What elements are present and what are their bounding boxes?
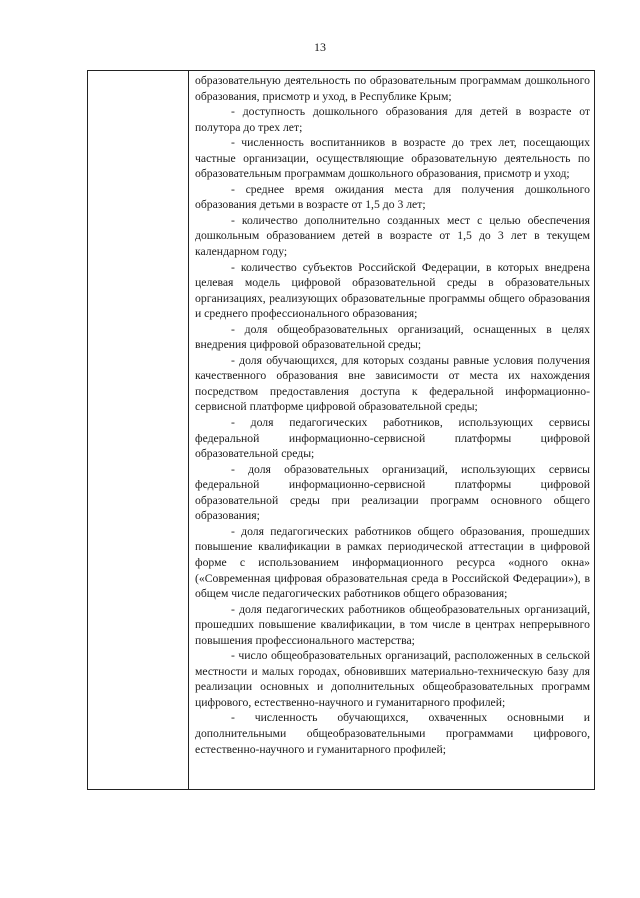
indicators-table (87, 70, 595, 790)
paragraph-students-covered: - численность обучающихся, охваченных основными и дополнительными общеобразовательными программами цифрового, естественно-научного и гуманитарного профилей; (195, 711, 590, 756)
paragraph-teachers-qualification-centers: - доля педагогических работников общеобразовательных организаций, прошедших повышение квалификации, в том числе в центрах непрерывного повышения профессионального мастерства; (195, 602, 590, 647)
paragraph-students-equal-conditions: - доля обучающихся, для которых созданы равные условия получения качественного образования вне зависимости от места их нахождения посредством предоставления доступа к федеральной информационно-сервисной платформе цифровой образовательной среды; (195, 353, 590, 414)
paragraph-waiting-time: - среднее время ожидания места для получения дошкольного образования детьми в возрасте от 1,5 до 3 лет; (195, 182, 590, 212)
table-left-cell (88, 71, 189, 789)
paragraph-private-organizations: - численность воспитанников в возрасте до трех лет, посещающих частные организации, осуществляющие образовательную деятельность по образовательным программам дошкольного образования, присмотр и уход; (195, 136, 590, 181)
paragraph-organizations-using-services: - доля образовательных организаций, использующих сервисы федеральной информационно-сервисной платформы цифровой образовательной среды при реализации программ основного общего образования; (195, 462, 590, 523)
paragraph-continuation: образовательную деятельность по образовательным программам дошкольного образования, присмотр и уход, в Республике Крым; (195, 74, 590, 103)
paragraph-created-places: - количество дополнительно созданных мест с целью обеспечения дошкольным образованием детей в возрасте от 1,5 до 3 лет в текущем календарном году; (195, 213, 590, 259)
paragraph-equipped-organizations: - доля общеобразовательных организаций, оснащенных в целях внедрения цифровой образовательной среды; (195, 322, 590, 352)
paragraph-preschool-availability: - доступность дошкольного образования для детей в возрасте от полутора до трех лет; (195, 105, 590, 134)
paragraph-rural-organizations: - число общеобразовательных организаций, расположенных в сельской местности и малых городах, обновивших материально-техническую базу для реализации основных и дополнительных общеобразовательных программ цифрового, естественно-научного и гуманитарного профилей; (195, 649, 590, 709)
table-right-cell (189, 71, 594, 789)
paragraph-regions-digital-model: - количество субъектов Российской Федерации, в которых внедрена целевая модель цифровой образовательной среды в образовательных организациях, реализующих образовательные программы общего образования и среднего профессионального образования; (195, 260, 590, 321)
paragraph-teachers-qualification-digital: - доля педагогических работников общего образования, прошедших повышение квалификации в рамках периодической аттестации в цифровой форме с использованием информационного ресурса «одного окна» («Современная цифровая образовательная среда в Российской Федерации»), в общем числе педагогических работников общего образования; (195, 524, 590, 601)
page-number: 13 (314, 40, 326, 54)
paragraph-teachers-using-services: - доля педагогических работников, использующих сервисы федеральной информационно-сервисной платформы цифровой образовательной среды; (195, 416, 590, 461)
